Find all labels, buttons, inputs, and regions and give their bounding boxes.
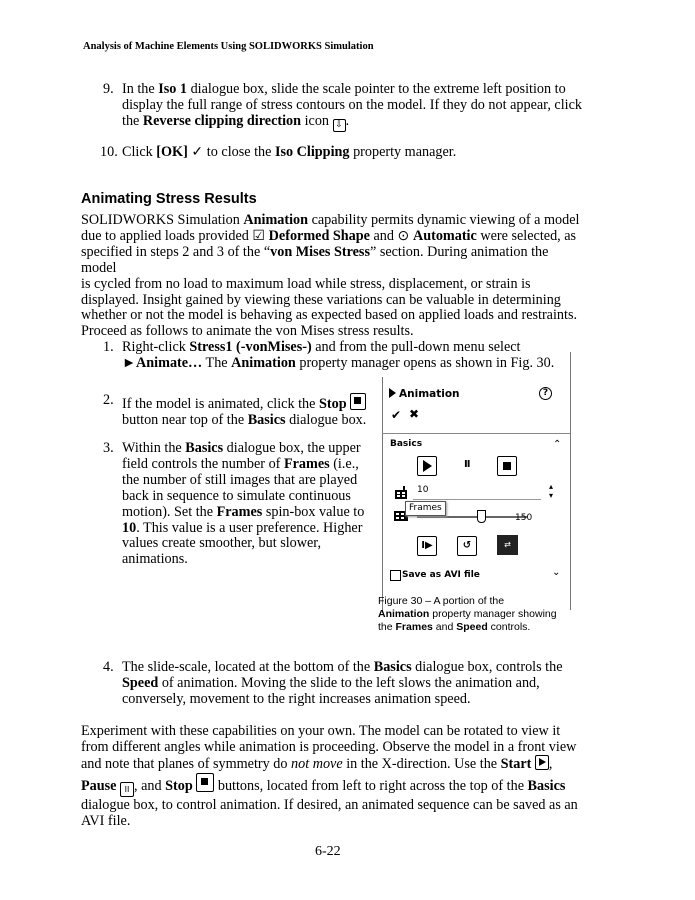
section-title: Animating Stress Results bbox=[81, 191, 257, 207]
stop-button[interactable] bbox=[497, 456, 517, 476]
cancel-button[interactable]: ✖ bbox=[409, 407, 420, 421]
stop-icon bbox=[196, 773, 214, 792]
pause-icon: II bbox=[120, 782, 134, 797]
pause-button[interactable]: II bbox=[464, 459, 470, 470]
page-number: 6-22 bbox=[315, 844, 341, 859]
running-header: Analysis of Machine Elements Using SOLIDWORKS Simulation bbox=[83, 41, 374, 52]
loop-button[interactable]: ↺ bbox=[457, 536, 477, 556]
step-10-text: Click [OK] ✓ to close the Iso Clipping property manager. bbox=[122, 144, 457, 160]
step-10-number: 10. bbox=[100, 144, 118, 160]
step-9-number: 9. bbox=[103, 81, 114, 97]
animation-property-manager bbox=[382, 384, 570, 589]
step-2-number: 2. bbox=[103, 392, 114, 408]
animation-icon bbox=[389, 388, 396, 398]
basics-group-title: Basics bbox=[390, 439, 423, 449]
stop-icon bbox=[350, 393, 366, 410]
frames-field-underline bbox=[413, 499, 541, 500]
pm-title: Animation bbox=[389, 388, 460, 400]
outro-paragraph: Experiment with these capabilities on your own. The model can be rotated to view it from different angles while animation is proceeding. Observe the model in a front view and note that planes of symmetry do not move in the X-direction. Use the Start , Pause II , and Stop buttons, located from left to right across the top of the Basics dialogue box, to control animation. If desired, an animated sequence can be saved as an AVI file. bbox=[81, 723, 578, 829]
frames-icon bbox=[394, 486, 408, 500]
speed-value: 150 bbox=[515, 513, 533, 523]
step-2-text: If the model is animated, click the Stop button near top of the Basics dialogue box. bbox=[122, 393, 377, 429]
step-4-text: The slide-scale, located at the bottom of the Basics dialogue box, controls the Speed of animation. Moving the slide to the left slows the animation and, conversely, movement to the right increases animation speed. bbox=[122, 659, 563, 707]
speed-slider-track[interactable] bbox=[417, 516, 527, 518]
reverse-clipping-icon: ⇩ bbox=[333, 119, 346, 132]
figure-border-left bbox=[382, 377, 383, 613]
reciprocate-button[interactable]: ⇄ bbox=[497, 535, 518, 555]
speed-slider-thumb[interactable] bbox=[477, 510, 486, 523]
step-1-number: 1. bbox=[103, 339, 114, 355]
step-4-number: 4. bbox=[103, 659, 114, 675]
step-3-text: Within the Basics dialogue box, the upper field controls the number of Frames (i.e., the number of still images that are played back in sequence to simulate continuous motion). Set the Frames spin-box value to 10. This value is a user preference. Higher values create smoother, but slower, animations. bbox=[122, 440, 365, 568]
spin-up-icon[interactable]: ▴ bbox=[549, 482, 554, 491]
step-3-number: 3. bbox=[103, 440, 114, 456]
figure-border-right bbox=[570, 352, 571, 610]
figure-caption: Figure 30 – A portion of the Animation property manager showing the Frames and Speed controls. bbox=[378, 595, 557, 633]
intro-paragraph: SOLIDWORKS Simulation Animation capability permits dynamic viewing of a model due to applied loads provided ☑ Deformed Shape and ⊙ Automatic were selected, as specified in steps 2 and 3 of the “von Mises Stress” section. During animation the model is cycled from no load to maximum load while stress, displacement, or strain is displayed. Insight gained by viewing these variations can be valuable in determining whether or not the model is behaving as expected based on applied loads and restraints. Proceed as follows to animate the von Mises stress results. bbox=[81, 212, 580, 340]
spin-down-icon[interactable]: ▾ bbox=[549, 491, 554, 500]
frames-spinbox[interactable]: 10 bbox=[417, 485, 429, 495]
expand-icon[interactable]: ⌄ bbox=[552, 567, 561, 578]
start-icon bbox=[535, 755, 549, 770]
step-forward-button[interactable]: I▶ bbox=[417, 536, 437, 556]
ok-button[interactable]: ✔ bbox=[391, 408, 402, 422]
step-9-text: In the Iso 1 dialogue box, slide the scale pointer to the extreme left position to display the full range of stress contours on the model. If they do not appear, click the Reverse clipping direction icon ⇩ . bbox=[122, 81, 583, 130]
save-avi-checkbox[interactable] bbox=[390, 570, 401, 581]
divider bbox=[382, 433, 570, 434]
help-icon[interactable]: ? bbox=[539, 387, 552, 400]
start-button[interactable] bbox=[417, 456, 437, 476]
step-1-text: Right-click Stress1 (-vonMises-) and from the pull-down menu select ►Animate… The Animation property manager opens as shown in Fig. 30. bbox=[122, 339, 555, 371]
frames-spin-arrows[interactable] bbox=[549, 482, 553, 500]
collapse-icon[interactable]: ⌃ bbox=[553, 439, 562, 450]
frames-tooltip: Frames bbox=[405, 501, 446, 516]
save-avi-label: Save as AVI file bbox=[402, 570, 480, 580]
